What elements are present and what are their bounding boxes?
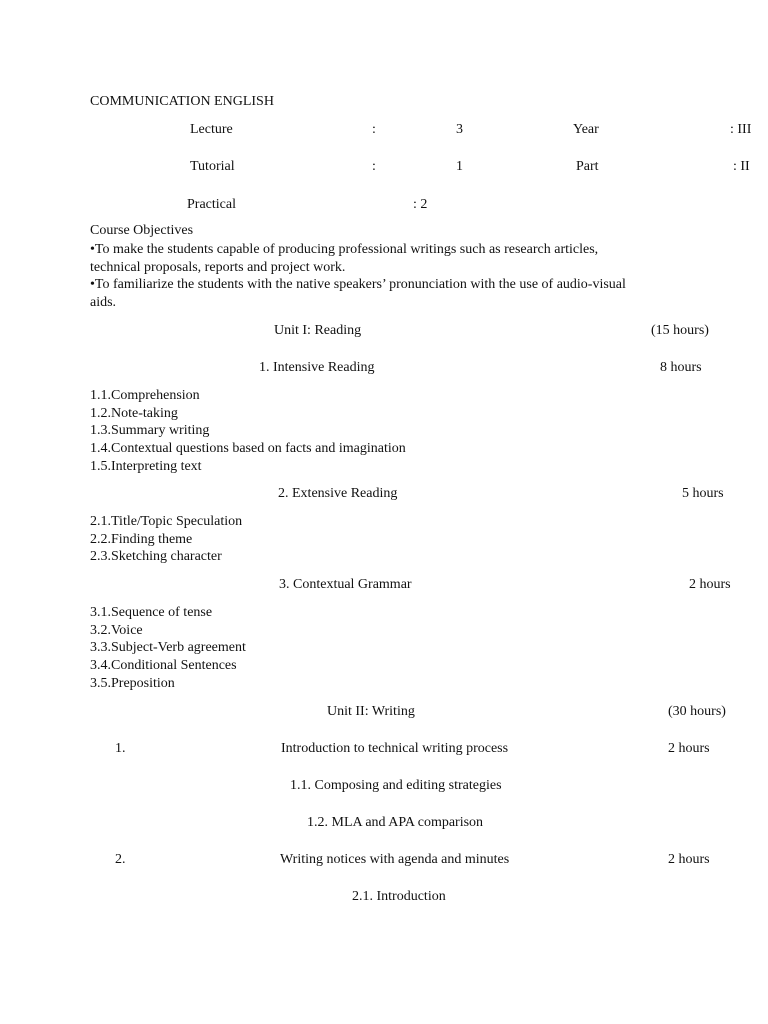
lecture-value: 3	[456, 122, 463, 137]
subtopic: 1.1. Composing and editing strategies	[290, 778, 502, 793]
list-item: 3.1.Sequence of tense	[90, 605, 213, 620]
year-value: : III	[730, 122, 752, 137]
objectives-heading: Course Objectives	[90, 223, 194, 238]
section-title: 1. Intensive Reading	[259, 360, 375, 375]
list-item: 2.3.Sketching character	[90, 549, 222, 564]
list-item: 3.4.Conditional Sentences	[90, 658, 237, 673]
list-item: 1.2.Note-taking	[90, 406, 178, 421]
lecture-label: Lecture	[190, 122, 233, 137]
unit1-title: Unit I: Reading	[274, 323, 362, 338]
list-item: 2.2.Finding theme	[90, 532, 193, 547]
part-value: : II	[733, 159, 750, 174]
tutorial-colon: :	[372, 159, 376, 174]
unit2-title: Unit II: Writing	[327, 704, 415, 719]
subtopic: 2.1. Introduction	[352, 889, 446, 904]
objective-line: aids.	[90, 295, 117, 310]
tutorial-label: Tutorial	[190, 159, 235, 174]
topic-title: Writing notices with agenda and minutes	[280, 852, 510, 867]
section-title: 3. Contextual Grammar	[279, 577, 412, 592]
topic-hours: 2 hours	[668, 852, 710, 867]
topic-number: 1.	[115, 741, 126, 756]
list-item: 3.2.Voice	[90, 623, 143, 638]
topic-number: 2.	[115, 852, 126, 867]
year-label: Year	[573, 122, 599, 137]
lecture-colon: :	[372, 122, 376, 137]
list-item: 3.3.Subject-Verb agreement	[90, 640, 246, 655]
section-title: 2. Extensive Reading	[278, 486, 398, 501]
practical-label: Practical	[187, 197, 236, 212]
section-hours: 8 hours	[660, 360, 702, 375]
list-item: 3.5.Preposition	[90, 676, 175, 691]
list-item: 1.3.Summary writing	[90, 423, 210, 438]
list-item: 1.1.Comprehension	[90, 388, 200, 403]
list-item: 1.4.Contextual questions based on facts and imagination	[90, 441, 406, 456]
unit1-hours: (15 hours)	[651, 323, 709, 338]
practical-value: : 2	[413, 197, 428, 212]
section-hours: 5 hours	[682, 486, 724, 501]
part-label: Part	[576, 159, 599, 174]
document-title: COMMUNICATION ENGLISH	[90, 94, 274, 109]
topic-title: Introduction to technical writing process	[281, 741, 509, 756]
list-item: 1.5.Interpreting text	[90, 459, 202, 474]
topic-hours: 2 hours	[668, 741, 710, 756]
objective-line: •To familiarize the students with the native speakers’ pronunciation with the use of audio-visual	[90, 277, 626, 292]
subtopic: 1.2. MLA and APA comparison	[307, 815, 484, 830]
list-item: 2.1.Title/Topic Speculation	[90, 514, 243, 529]
unit2-hours: (30 hours)	[668, 704, 726, 719]
section-hours: 2 hours	[689, 577, 731, 592]
objective-line: •To make the students capable of producing professional writings such as research articles,	[90, 242, 599, 257]
tutorial-value: 1	[456, 159, 463, 174]
objective-line: technical proposals, reports and project work.	[90, 260, 346, 275]
